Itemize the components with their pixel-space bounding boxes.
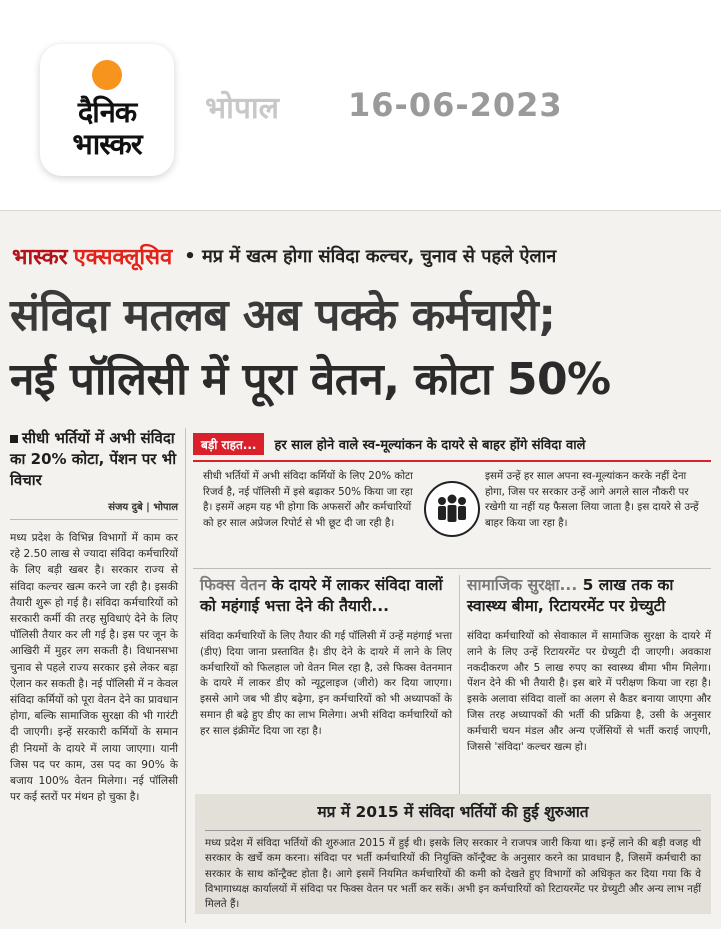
relief-left-text: सीधी भर्तियों में अभी संविदा कर्मियों के लिए 20% कोटा रिजर्व है, नई पॉलिसी में इसे बढ़ाकर 50% किया जा रहा है। इसमें अहम यह भी होगा कि अफसरों और कर्मचारियों को हर साल अप्रेजल रिपोर्ट से भी छूट दी जा रही है। xyxy=(203,470,413,529)
relief-rule xyxy=(193,460,711,462)
fixed-pay-title-rest: के दायरे में लाकर संविदा वालों को महंगाई भत्ता देने की तैयारी... xyxy=(200,576,443,615)
left-column xyxy=(10,428,178,805)
fixed-pay-title xyxy=(200,575,452,619)
box-2015 xyxy=(195,794,711,914)
byline: संजय दुबे | भोपाल xyxy=(10,499,178,520)
kicker-brand: भास्कर xyxy=(12,245,68,270)
social-security-title-muted: सामाजिक सुरक्षा... xyxy=(467,576,578,594)
bullet-square-icon xyxy=(10,435,18,443)
logo-line2: भास्कर xyxy=(72,127,142,161)
section-column-divider xyxy=(459,575,460,797)
relief-tag: बड़ी राहत... xyxy=(193,433,264,455)
sun-icon xyxy=(92,60,122,90)
box-2015-rule xyxy=(205,830,701,831)
fixed-pay-section xyxy=(200,575,452,740)
left-subhead xyxy=(10,428,178,491)
news-clipping xyxy=(0,210,721,929)
section-divider xyxy=(193,568,711,569)
left-body: मध्य प्रदेश के विभिन्न विभागों में काम कर रहे 2.50 लाख से ज्यादा संविदा कर्मचारियों के लिए बड़ी खबर है। सरकार राज्य से संविदा कल्चर खत्म करने जा रही है। इसकी तैयारी शुरू हो गई है। संविदा कर्मचारियों को सरकारी कर्मी की तरह सुविधाएं देने के लिए पॉलिसी तैयार कर ली गई है। इस पर जून के आखिरी में मुहर लग सकती है। विधानसभा चुनाव से पहले राज्य सरकार इसे लेकर बड़ा ऐलान कर सकती है। नई पॉलिसी में न केवल संविदा कर्मियों को पूरा वेतन देने का प्रावधान होगा, बल्कि सामाजिक सुरक्षा की भी गारंटी दी जाएगी। इन्हें सरकारी कर्मियों के समान ही नियमों के दायरे में लाया जाएगा। यानी जिस पद पर काम, उस पद का 90% के बजाय 100% वेतन मिलेगा। नई पॉलिसी पर कई स्तरों पर मंथन हो चुका है। xyxy=(10,532,178,804)
logo-line1: दैनिक xyxy=(77,95,137,129)
kicker-exclusive: एक्सक्लूसिव xyxy=(73,245,173,270)
kicker-tagline: • मप्र में खत्म होगा संविदा कल्चर, चुनाव से पहले ऐलान xyxy=(184,246,557,267)
column-divider xyxy=(185,428,186,923)
relief-title: हर साल होने वाले स्व-मूल्यांकन के दायरे से बाहर होंगे संविदा वाले xyxy=(274,438,586,453)
box-2015-title: मप्र में 2015 में संविदा भर्तियों की हुई शुरुआत xyxy=(317,803,589,821)
edition-date: 16-06-2023 xyxy=(348,86,563,124)
relief-banner xyxy=(193,431,711,457)
people-group-icon xyxy=(424,481,480,537)
social-security-title-rest: 5 लाख तक का स्वास्थ्य बीमा, रिटायरमेंट पर ग्रेच्युटी xyxy=(467,576,674,615)
social-security-section xyxy=(467,575,711,755)
dainik-bhaskar-logo[interactable] xyxy=(40,44,174,176)
fixed-pay-body: संविदा कर्मचारियों के लिए तैयार की गई पॉलिसी में उन्हें महंगाई भत्ता (डीए) दिया जाना प्रस्तावित है। डीए देने के दायरे में लाने के लिए कर्मचारियों को फिलहाल जो वेतन मिल रहा है, उसे फिक्स वेतनमान के दायरे में लाकर डीए को न्यूट्रलाइज (जीरो) कर दिया जाएगा। इससे आगे जब भी डीए बढ़ेगा, इन कर्मचारियों को भी अध्यापकों के समान ही बढ़े हुए डीए का लाभ मिलेगा। अभी संविदा कर्मचारियों को हर साल इंक्रीमेंट दिया जा रहा है। xyxy=(200,630,452,737)
kicker xyxy=(12,239,556,273)
edition-city: भोपाल xyxy=(205,91,280,126)
headline-line1: संविदा मतलब अब पक्के कर्मचारी; xyxy=(10,290,556,341)
social-security-body: संविदा कर्मचारियों को सेवाकाल में सामाजिक सुरक्षा के दायरे में लाने के लिए उन्हें रिटायरमेंट पर ग्रेच्युटी दी जाएगी। अवकाश नकदीकरण और 5 लाख रुपए का स्वास्थ्य बीमा भीम मिलेगा। पेंशन देने की भी तैयारी है। इस बारे में परीक्षण किया जा रहा है। इसके अलावा संविदा वालों का अलग से कैडर बनाया जाएगा और जिस तरह अध्यापकों की भर्ती की प्रक्रिया है, उसी के अनुसार कर्मचारी चयन मंडल और अन्य एजेंसियों से भर्ती कराई जाएगी, जिससे 'संविदा' कल्चर खत्म हो। xyxy=(467,630,711,753)
relief-right-text: इसमें उन्हें हर साल अपना स्व-मूल्यांकन करके नहीं देना होगा, जिस पर सरकार उन्हें आगे अगले साल नौकरी पर रखेगी या नहीं यह फैसला लिया जाता है। इस दायरे से उन्हें बाहर किया जा रहा है। xyxy=(485,470,699,529)
fixed-pay-title-muted: फिक्स वेतन xyxy=(200,576,267,594)
box-2015-body: मध्य प्रदेश में संविदा भर्तियों की शुरुआत 2015 में हुई थी। इसके लिए सरकार ने राजपत्र जारी किया था। इन्हें लाने की बड़ी वजह थी सरकार के खर्चे कम करना। संविदा पर भर्ती कर्मचारियों की नियुक्ति कॉन्ट्रैक्ट के अनुसार करने का प्रावधान है, जिसमें कर्मचारी का सरकार के साथ कॉन्ट्रैक्ट होता है। आगे इसमें नियमित कर्मचारियों की कमी को देखते हुए विभागों को अधिकृत कर दिया गया कि वे विभागाध्यक्ष कार्यालयों में संविदा पर फिक्स वेतन पर भर्ती कर सकें। अभी इन कर्मचारियों को रिटायरमेंट पर ग्रेच्युटी और अन्य लाभ नहीं मिलते हैं। xyxy=(205,837,701,911)
page-header xyxy=(0,0,721,205)
left-subhead-text: सीधी भर्तियों में अभी संविदा का 20% कोटा, पेंशन पर भी विचार xyxy=(10,429,177,489)
headline-line2: नई पॉलिसी में पूरा वेतन, कोटा 50% xyxy=(10,354,611,405)
social-security-title xyxy=(467,575,711,619)
